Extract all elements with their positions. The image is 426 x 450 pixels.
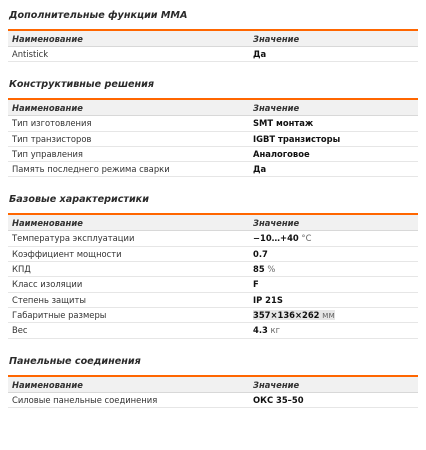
table-row (8, 262, 418, 277)
section-title: Конструктивные решения (9, 79, 155, 91)
header-name: Наименование (12, 379, 83, 390)
row-name: Класс изоляции (12, 279, 83, 290)
table-header (8, 377, 418, 393)
table-row (8, 231, 418, 246)
row-value: 85 (253, 264, 265, 275)
header-name: Наименование (12, 103, 83, 114)
table-row (8, 308, 418, 323)
row-name: Силовые панельные соединения (12, 394, 158, 405)
table-row (8, 116, 418, 131)
section-additional-mma (8, 0, 418, 62)
row-value: Да (253, 164, 267, 175)
section-title: Базовые характеристики (9, 194, 149, 206)
spec-table (8, 377, 418, 408)
header-value: Значение (253, 218, 300, 229)
header-value: Значение (253, 103, 300, 114)
table-row (8, 147, 418, 162)
section-basic-characteristics (8, 193, 418, 338)
table-header (8, 100, 418, 116)
section-title: Панельные соединения (9, 355, 141, 367)
header-value: Значение (253, 379, 300, 390)
row-name: Габаритные размеры (12, 309, 107, 320)
row-value: IGBT транзисторы (253, 133, 341, 144)
row-value: −10…+40 (253, 233, 299, 244)
row-value: Аналоговое (253, 148, 310, 159)
table-row (8, 293, 418, 308)
row-unit: кг (270, 325, 280, 336)
row-name: Antistick (12, 49, 49, 59)
spec-table (8, 100, 418, 177)
table-row (8, 47, 418, 62)
section-panel-connections (8, 355, 418, 408)
row-unit: % (267, 264, 276, 275)
row-name: Степень защиты (12, 294, 86, 305)
row-name: Память последнего режима сварки (12, 164, 170, 175)
table-row (8, 323, 418, 338)
row-unit: мм (322, 309, 335, 320)
section-construction (8, 78, 418, 177)
table-row (8, 162, 418, 177)
spec-table (8, 215, 418, 338)
table-row (8, 132, 418, 147)
row-value: SMT монтаж (253, 118, 314, 129)
row-name: Коэффициент мощности (12, 248, 122, 259)
row-value: 357×136×262 (253, 309, 320, 320)
row-value: 0.7 (253, 248, 268, 259)
header-name: Наименование (12, 218, 83, 229)
row-value: 4.3 (253, 325, 268, 336)
table-row (8, 247, 418, 262)
spec-table (8, 31, 418, 62)
row-name: Температура эксплуатации (12, 233, 135, 244)
header-name: Наименование (12, 34, 83, 44)
section-title: Дополнительные функции ММА (9, 10, 188, 21)
table-header (8, 31, 418, 47)
row-name: Вес (12, 325, 28, 336)
header-value: Значение (253, 34, 300, 44)
row-value: F (253, 279, 259, 290)
row-unit: °С (301, 233, 312, 244)
row-name: Тип транзисторов (12, 133, 92, 144)
table-header (8, 215, 418, 231)
row-value: Да (253, 49, 267, 59)
table-row (8, 277, 418, 292)
row-name: Тип изготовления (12, 118, 92, 129)
row-value: IP 21S (253, 294, 283, 305)
row-name: КПД (12, 264, 31, 275)
table-row (8, 393, 418, 408)
row-value: ОКС 35–50 (253, 394, 304, 405)
row-name: Тип управления (12, 148, 83, 159)
